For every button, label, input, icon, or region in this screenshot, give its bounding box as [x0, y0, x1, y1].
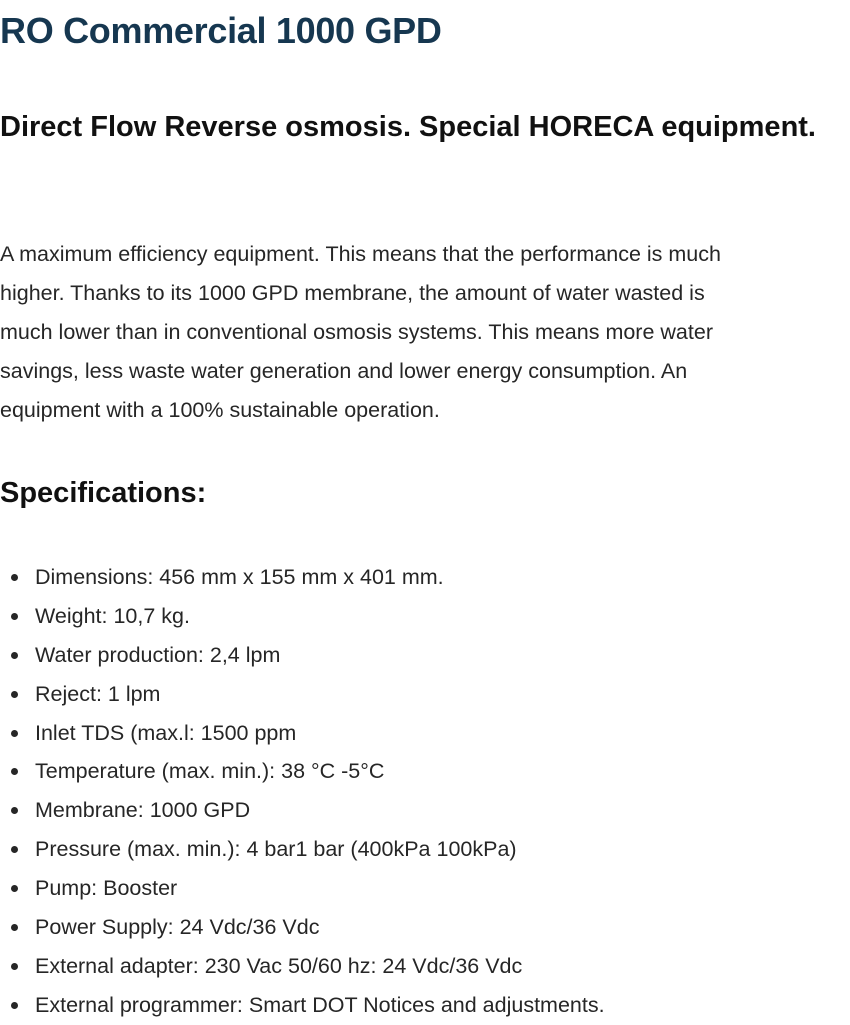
description-line: higher. Thanks to its 1000 GPD membrane, the amount of water wasted is [0, 281, 705, 305]
description-line: A maximum efficiency equipment. This means that the performance is much [0, 242, 721, 266]
spec-item-inlet-tds [0, 714, 850, 753]
spec-item-water-production [0, 636, 850, 675]
spec-item-external-programmer [0, 986, 850, 1025]
bullet-icon [11, 574, 18, 581]
description-line: savings, less waste water generation and lower energy consumption. An [0, 359, 688, 383]
spec-item-membrane [0, 791, 850, 830]
spec-text: Membrane: 1000 GPD [35, 798, 251, 823]
spec-text: Dimensions: 456 mm x 155 mm x 401 mm. [35, 565, 444, 589]
bullet-icon [11, 730, 18, 737]
spec-text: External adapter: 230 Vac 50/60 hz: 24 Vdc/36 Vdc [35, 953, 523, 978]
spec-text: Temperature (max. min.): 38 °C -5°C [35, 759, 385, 784]
spec-text: External programmer: Smart DOT Notices and adjustments. [35, 992, 605, 1017]
spec-text: Water production: 2,4 lpm [35, 642, 281, 667]
spec-text: Pressure (max. min.): 4 bar1 bar (400kPa 100kPa) [35, 837, 517, 862]
spec-text: Pump: Booster [35, 876, 178, 901]
bullet-icon [11, 691, 18, 698]
spec-text: Reject: 1 lpm [35, 681, 161, 706]
bullet-icon [11, 924, 18, 931]
spec-item-power-supply [0, 908, 850, 947]
bullet-icon [11, 885, 18, 892]
bullet-icon [11, 768, 18, 775]
spec-text: Weight: 10,7 kg. [35, 603, 190, 628]
spec-item-weight [0, 597, 850, 636]
spec-item-temperature [0, 752, 850, 791]
bullet-icon [11, 1002, 18, 1009]
spec-item-pump [0, 869, 850, 908]
specifications-list [0, 558, 850, 1025]
spec-item-reject [0, 675, 850, 714]
page-title: RO Commercial 1000 GPD [0, 10, 442, 51]
spec-text: Power Supply: 24 Vdc/36 Vdc [35, 915, 320, 940]
product-description [0, 235, 850, 430]
description-line: much lower than in conventional osmosis systems. This means more water [0, 320, 713, 344]
bullet-icon [11, 652, 18, 659]
spec-text: Inlet TDS (max.l: 1500 ppm [35, 720, 297, 745]
product-subtitle: Direct Flow Reverse osmosis. Special HORECA equipment. [0, 111, 816, 143]
spec-item-pressure [0, 830, 850, 869]
bullet-icon [11, 846, 18, 853]
spec-item-dimensions [0, 558, 850, 597]
bullet-icon [11, 963, 18, 970]
bullet-icon [11, 613, 18, 620]
specifications-heading: Specifications: [0, 477, 207, 509]
spec-item-external-adapter [0, 947, 850, 986]
description-line: equipment with a 100% sustainable operation. [0, 398, 440, 422]
bullet-icon [11, 807, 18, 814]
